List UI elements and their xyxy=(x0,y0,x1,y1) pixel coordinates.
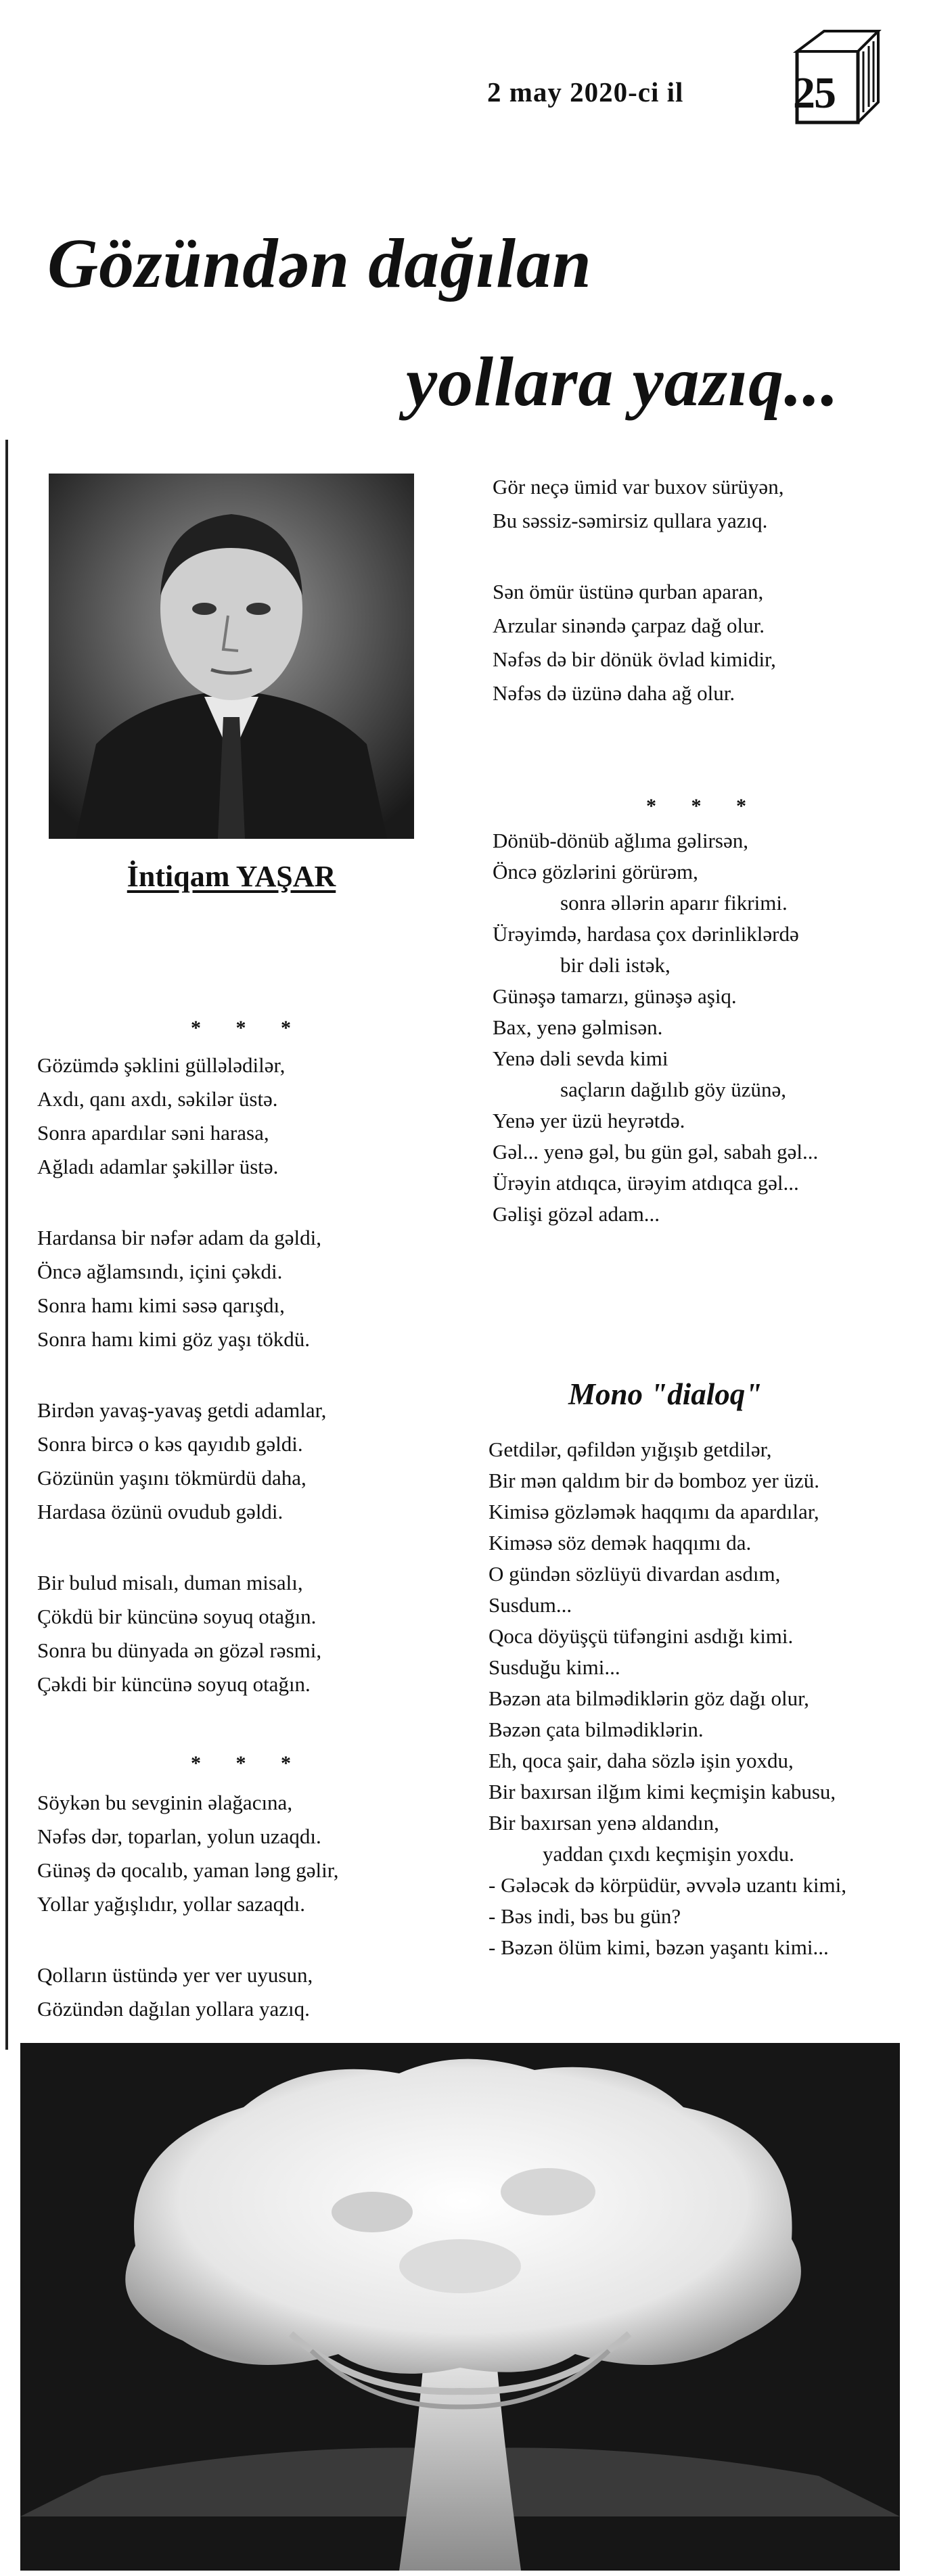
poem-line: Susduğu kimi... xyxy=(489,1655,620,1679)
poem-line: Bir baxırsan ilğım kimi keçmişin kabusu, xyxy=(489,1780,836,1803)
poem-line: Eh, qoca şair, daha sözlə işin yoxdu, xyxy=(489,1749,794,1772)
poem-line: Arzular sinəndə çarpaz dağ olur. xyxy=(493,614,765,637)
poem-line: Gör neçə ümid var buxov sürüyən, xyxy=(493,475,784,499)
poem-line: Bir baxırsan yenə aldandın, xyxy=(489,1811,719,1835)
stanza-right-1 xyxy=(493,470,784,538)
poem-line: Hardansa bir nəfər adam da gəldi, xyxy=(37,1226,322,1249)
poem-line: - Bəzən ölüm kimi, bəzən yaşantı kimi... xyxy=(489,1935,829,1959)
poem-line: yaddan çıxdı keçmişin yoxdu. xyxy=(543,1842,794,1866)
poem-line: Bu səssiz-səmirsiz qullara yazıq. xyxy=(493,509,768,532)
poem-line: Yenə yer üzü heyrətdə. xyxy=(493,1109,685,1132)
poem-line: Qoca döyüşçü tüfəngini asdığı kimi. xyxy=(489,1624,794,1648)
poem-line: Kiməsə söz demək haqqımı da. xyxy=(489,1531,752,1555)
section-separator: * * * xyxy=(646,795,761,817)
poem-line: Yollar yağışlıdır, yollar sazaqdı. xyxy=(37,1892,305,1916)
poem-line: Çəkdi bir küncünə soyuq otağın. xyxy=(37,1672,311,1696)
poem-line: Dönüb-dönüb ağlıma gəlirsən, xyxy=(493,829,748,852)
poem-line: Gözünün yaşını tökmürdü daha, xyxy=(37,1466,306,1490)
poem-line: Çökdü bir küncünə soyuq otağın. xyxy=(37,1605,317,1628)
poem-line: - Bəs indi, bəs bu gün? xyxy=(489,1904,681,1928)
stanza-left-1 xyxy=(37,1049,285,1184)
poem-line: Nəfəs dər, toparlan, yolun uzaqdı. xyxy=(37,1824,321,1848)
poem-line: Günəş də qocalıb, yaman ləng gəlir, xyxy=(37,1858,339,1882)
stanza-left-3 xyxy=(37,1394,326,1529)
page-number: 25 xyxy=(793,68,835,118)
stanza-right-4 xyxy=(489,1434,846,1963)
poem-line: Axdı, qanı axdı, səkilər üstə. xyxy=(37,1087,278,1111)
poem-line: Yenə dəli sevda kimi xyxy=(493,1046,668,1070)
poem-line: Ağladı adamlar şəkillər üstə. xyxy=(37,1155,279,1178)
poem-line: Sonra apardılar səni harasa, xyxy=(37,1121,269,1145)
section-separator: * * * xyxy=(191,1017,306,1039)
poem-line: Öncə ağlamsındı, içini çəkdi. xyxy=(37,1260,283,1283)
poem-title-line-1: Gözündən dağılan xyxy=(47,225,592,302)
section-separator: * * * xyxy=(191,1752,306,1774)
poem-line: Ürəyimdə, hardasa çox dərinliklərdə xyxy=(493,922,799,946)
poem-line: - Gələcək də körpüdür, əvvələ uzantı kimi, xyxy=(489,1873,846,1897)
poem-line: Bəzən çata bilmədiklərin. xyxy=(489,1718,704,1741)
author-name: İntiqam YAŞAR xyxy=(127,860,336,893)
poem-line: Hardasa özünü ovudub gəldi. xyxy=(37,1500,283,1523)
poem-line: Bir mən qaldım bir də bomboz yer üzü. xyxy=(489,1469,819,1492)
poem-line: Ürəyin atdıqca, ürəyim atdıqca gəl... xyxy=(493,1171,799,1195)
poem-line: sonra əllərin aparır fikrimi. xyxy=(560,891,788,915)
poem-line: Sonra hamı kimi səsə qarışdı, xyxy=(37,1293,285,1317)
poem-line: Bax, yenə gəlmisən. xyxy=(493,1015,663,1039)
poem-line: saçların dağılıb göy üzünə, xyxy=(560,1078,787,1101)
poem-line: Gözündən dağılan yollara yazıq. xyxy=(37,1997,310,2021)
poem-line: Bəzən ata bilmədiklərin göz dağı olur, xyxy=(489,1686,809,1710)
section-subtitle: Mono "dialoq" xyxy=(568,1377,763,1411)
poem-line: Bir bulud misalı, duman misalı, xyxy=(37,1571,303,1594)
issue-date: 2 may 2020-ci il xyxy=(487,76,684,108)
stanza-right-2 xyxy=(493,575,776,710)
poem-line: Öncə gözlərini görürəm, xyxy=(493,860,698,883)
poem-line: Sən ömür üstünə qurban aparan, xyxy=(493,580,764,603)
poem-line: Gəlişi gözəl adam... xyxy=(493,1202,660,1226)
poem-line: Gəl... yenə gəl, bu gün gəl, sabah gəl... xyxy=(493,1140,819,1164)
poem-line: Günəşə tamarzı, günəşə aşiq. xyxy=(493,984,737,1008)
stanza-left-2 xyxy=(37,1221,321,1356)
poem-line: Qolların üstündə yer ver uyusun, xyxy=(37,1963,313,1987)
stanza-left-4 xyxy=(37,1566,321,1701)
poem-line: Susdum... xyxy=(489,1593,572,1617)
poem-line: O gündən sözlüyü divardan asdım, xyxy=(489,1562,781,1586)
poem-line: Gözümdə şəklini güllələdilər, xyxy=(37,1053,286,1077)
poem-line: Kimisə gözləmək haqqımı da apardılar, xyxy=(489,1500,819,1523)
poem-line: Nəfəs də üzünə daha ağ olur. xyxy=(493,681,735,705)
poem-line: Söykən bu sevginin əlağacına, xyxy=(37,1791,293,1814)
poem-line: bir dəli istək, xyxy=(560,953,671,977)
stanza-left-5 xyxy=(37,1786,339,1921)
poem-line: Getdilər, qəfildən yığışıb getdilər, xyxy=(489,1438,772,1461)
poem-line: Sonra hamı kimi göz yaşı tökdü. xyxy=(37,1327,310,1351)
mushroom-cloud-illustration xyxy=(20,2043,900,2571)
poem-title-line-2: yollara yazıq... xyxy=(406,343,839,421)
stanza-right-3 xyxy=(493,825,818,1230)
column-rule xyxy=(5,440,8,2050)
poem-line: Nəfəs də bir dönük övlad kimidir, xyxy=(493,647,776,671)
author-photo xyxy=(49,474,414,839)
poem-line: Birdən yavaş-yavaş getdi adamlar, xyxy=(37,1398,327,1422)
stanza-left-6 xyxy=(37,1958,313,2026)
poem-line: Sonra bircə o kəs qayıdıb gəldi. xyxy=(37,1432,303,1456)
poem-line: Sonra bu dünyada ən gözəl rəsmi, xyxy=(37,1638,322,1662)
